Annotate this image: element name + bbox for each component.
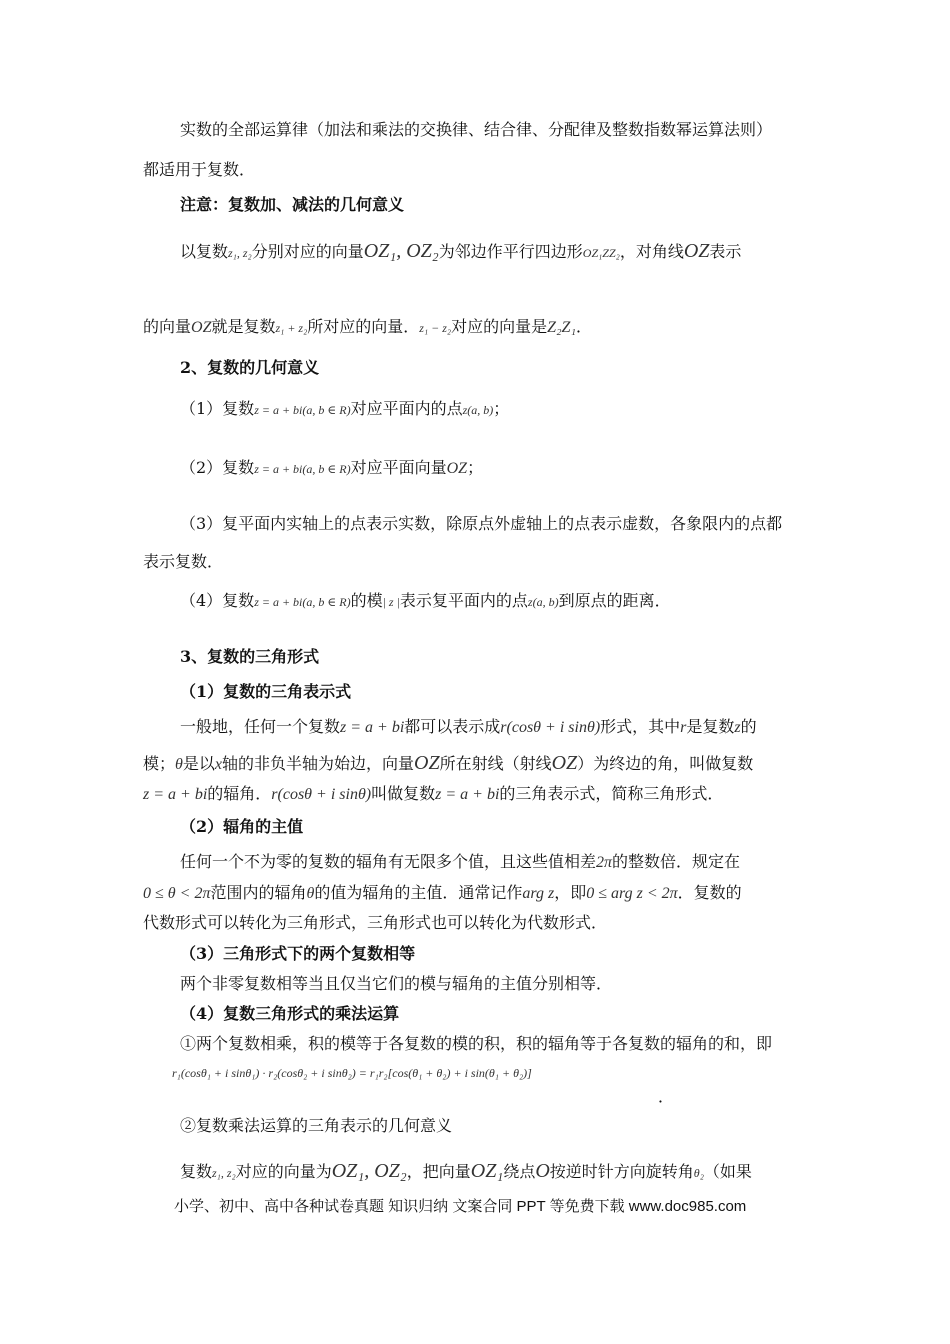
- math-expression: Z₂Z₁: [547, 319, 576, 336]
- paragraph-line: ①两个复数相乘，积的模等于各复数的模的积，积的辐角等于各复数的辐角的和，即: [180, 1034, 773, 1053]
- formula-line: r₁(cosθ₁ + i sinθ₁) · r₂(cosθ₂ + i sinθ₂) = r₁r₂[cos(θ₁ + θ₂) + i sin(θ₁ + θ₂)]: [172, 1066, 532, 1080]
- math-expression: OZ: [446, 460, 468, 477]
- math-expression: 0 ≤ arg z < 2π: [586, 885, 678, 902]
- math-expression: θ₂: [693, 1166, 704, 1180]
- math-expression: arg z: [522, 885, 555, 902]
- paragraph-line: 都适用于复数．: [143, 160, 256, 179]
- math-expression: OZ₁, OZ₂: [331, 1160, 407, 1182]
- paragraph-line: ②复数乘法运算的三角表示的几何意义: [180, 1116, 453, 1135]
- math-expression: r: [680, 719, 687, 736]
- math-expression: z = a + bi: [435, 786, 500, 803]
- paragraph-line: （3）复平面内实轴上的点表示实数，除原点外虚轴上的点表示虚数，各象限内的点都: [180, 514, 783, 533]
- math-expression: r(cosθ + i sinθ): [271, 786, 372, 803]
- section-heading: 3、复数的三角形式: [180, 647, 320, 666]
- math-expression: O: [535, 1160, 550, 1182]
- subsection-heading: （4）复数三角形式的乘法运算: [180, 1004, 400, 1023]
- math-expression: z(a, b): [527, 595, 559, 609]
- math-expression: z₁, z₂: [228, 246, 252, 260]
- paragraph-line: 0 ≤ θ < 2π范围内的辐角θ的值为辐角的主值．通常记作arg z，即0 ≤ arg z < 2π．复数的: [143, 883, 742, 902]
- note-heading: 注意：复数加、减法的几何意义: [180, 195, 405, 214]
- paragraph-line: （2）复数z = a + bi(a, b ∈ R)对应平面向量OZ；: [180, 458, 484, 477]
- paragraph-line: 任何一个不为零的复数的辐角有无限多个值，且这些值相差2π的整数倍．规定在: [180, 852, 741, 871]
- math-expression: z = a + bi: [143, 786, 208, 803]
- paragraph-line: 的向量OZ就是复数z₁ + z₂所对应的向量．z₁ − z₂对应的向量是Z₂Z₁．: [143, 317, 593, 336]
- math-expression: OZ₁, OZ₂: [363, 240, 439, 262]
- math-expression: OZ₁: [470, 1160, 504, 1182]
- footer-banner: 小学、初中、高中各种试卷真题 知识归纳 文案合同 PPT 等免费下载 www.doc985.com: [174, 1198, 747, 1215]
- math-expression: z = a + bi(a, b ∈ R): [254, 595, 351, 609]
- math-expression: OZ: [551, 752, 578, 774]
- subsection-heading: （2）辐角的主值: [180, 817, 304, 836]
- math-expression: 2π: [596, 854, 613, 871]
- math-expression: x: [214, 756, 222, 773]
- paragraph-line: 表示复数．: [143, 552, 224, 571]
- paragraph-line: （1）复数z = a + bi(a, b ∈ R)对应平面内的点z(a, b)；: [180, 399, 510, 418]
- paragraph-line: z = a + bi的辐角．r(cosθ + i sinθ)叫做复数z = a + bi的三角表示式，简称三角形式．: [143, 784, 724, 803]
- math-expression: OZ: [191, 319, 212, 336]
- math-expression: z₁ − z₂: [419, 321, 452, 335]
- math-expression: z = a + bi(a, b ∈ R): [254, 403, 351, 417]
- math-expression: r(cosθ + i sinθ): [500, 719, 601, 736]
- paragraph-line: 复数z₁, z₂对应的向量为OZ₁, OZ₂，把向量OZ₁绕点O按逆时针方向旋转角θ₂（如果: [180, 1160, 752, 1182]
- math-expression: θ: [306, 885, 315, 902]
- section-heading: 2、复数的几何意义: [180, 358, 320, 377]
- math-expression: | z |: [382, 595, 400, 609]
- paragraph-line: 实数的全部运算律（加法和乘法的交换律、结合律、分配律及整数指数幂运算法则）: [180, 120, 773, 139]
- math-expression: θ: [175, 756, 183, 773]
- math-expression: z(a, b): [462, 403, 494, 417]
- paragraph-line: （4）复数z = a + bi(a, b ∈ R)的模| z |表示复平面内的点z(a, b)到原点的距离．: [180, 591, 671, 610]
- math-expression: OZ: [683, 240, 710, 262]
- formula-end-dot: ．: [658, 1087, 675, 1106]
- math-expression: OZ₁ZZ₂: [582, 246, 620, 260]
- math-expression: 0 ≤ θ < 2π: [143, 885, 211, 902]
- math-expression: z = a + bi(a, b ∈ R): [254, 462, 351, 476]
- paragraph-line: 以复数z₁, z₂分别对应的向量OZ₁, OZ₂为邻边作平行四边形OZ₁ZZ₂，对角线OZ表示: [180, 240, 742, 262]
- math-expression: OZ: [414, 752, 440, 774]
- subsection-heading: （1）复数的三角表示式: [180, 682, 352, 701]
- paragraph-line: 两个非零复数相等当且仅当它们的模与辐角的主值分别相等．: [180, 974, 613, 993]
- subsection-heading: （3）三角形式下的两个复数相等: [180, 944, 416, 963]
- math-expression: z: [734, 719, 741, 736]
- math-expression: z = a + bi: [340, 719, 405, 736]
- math-expression: z₁ + z₂: [275, 321, 308, 335]
- paragraph-line: 代数形式可以转化为三角形式，三角形式也可以转化为代数形式．: [143, 913, 608, 932]
- math-expression: z₁, z₂: [212, 1166, 236, 1180]
- paragraph-line: 一般地，任何一个复数z = a + bi都可以表示成r(cosθ + i sinθ)形式，其中r是复数z的: [180, 717, 757, 736]
- paragraph-line: 模；θ是以x轴的非负半轴为始边，向量OZ所在射线（射线OZ）为终边的角，叫做复数: [143, 752, 754, 774]
